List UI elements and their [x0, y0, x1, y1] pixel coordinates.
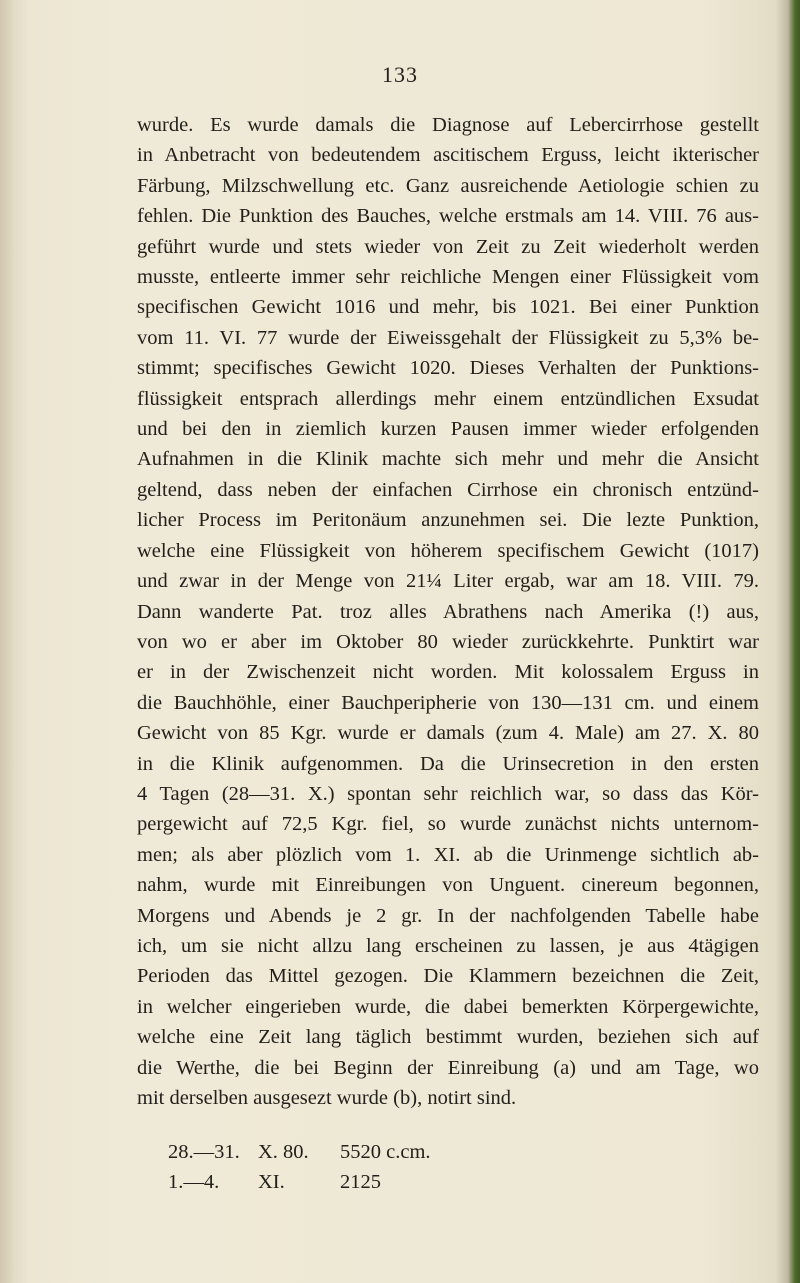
urine-volume-table	[168, 1137, 460, 1197]
text-line: die Bauchhöhle, einer Bauchperipherie von 130—131 cm. und einem	[137, 691, 759, 714]
text-line: men; als aber plözlich vom 1. XI. ab die Urinmenge sichtlich ab-	[137, 843, 759, 866]
body-paragraph	[137, 110, 759, 1113]
text-line: stimmt; specifisches Gewicht 1020. Dieses Verhalten der Punktions-	[137, 357, 759, 380]
text-line: und zwar in der Menge von 21¼ Liter ergab, war am 18. VIII. 79.	[137, 570, 759, 593]
text-line: wurde. Es wurde damals die Diagnose auf Lebercirrhose gestellt	[137, 114, 759, 136]
text-line: pergewicht auf 72,5 Kgr. fiel, so wurde zunächst nichts unternom-	[137, 813, 759, 836]
text-line: er in der Zwischenzeit nicht worden. Mit kolossalem Erguss in	[137, 661, 759, 684]
text-line: vom 11. VI. 77 wurde der Eiweissgehalt der Flüssigkeit zu 5,3% be-	[137, 326, 759, 349]
text-line: mit derselben ausgesezt wurde (b), notirt sind.	[137, 1087, 517, 1109]
table-cell-days: 1.—4.	[168, 1171, 220, 1193]
text-line: Gewicht von 85 Kgr. wurde er damals (zum 4. Male) am 27. X. 80	[137, 722, 759, 745]
text-line: geltend, dass neben der einfachen Cirrhose ein chronisch entzünd-	[137, 478, 759, 501]
text-line: in welcher eingerieben wurde, die dabei bemerkten Körpergewichte,	[137, 995, 759, 1018]
text-line: und bei den in ziemlich kurzen Pausen immer wieder erfolgenden	[137, 418, 759, 441]
text-line: Färbung, Milzschwellung etc. Ganz ausreichende Aetiologie schien zu	[137, 174, 759, 197]
table-row	[168, 1137, 460, 1167]
text-line: von wo er aber im Oktober 80 wieder zurückkehrte. Punktirt war	[137, 630, 759, 653]
text-line: Dann wanderte Pat. troz alles Abrathens nach Amerika (!) aus,	[137, 600, 759, 623]
book-edge	[790, 0, 800, 1283]
text-line: nahm, wurde mit Einreibungen von Unguent. cinereum begonnen,	[137, 874, 759, 897]
page-gutter-shadow	[0, 0, 14, 1283]
text-line: musste, entleerte immer sehr reichliche Mengen einer Flüssigkeit vom	[137, 266, 759, 289]
text-line: 4 Tagen (28—31. X.) spontan sehr reichlich war, so dass das Kör-	[137, 782, 759, 805]
page-number: 133	[382, 62, 418, 87]
text-line: die Werthe, die bei Beginn der Einreibung (a) und am Tage, wo	[137, 1056, 759, 1079]
text-line: Morgens und Abends je 2 gr. In der nachfolgenden Tabelle habe	[137, 904, 759, 927]
text-line: geführt wurde und stets wieder von Zeit zu Zeit wiederholt werden	[137, 235, 759, 258]
table-row	[168, 1167, 460, 1197]
text-line: licher Process im Peritonäum anzunehmen sei. Die lezte Punktion,	[137, 509, 759, 532]
text-line: welche eine Zeit lang täglich bestimmt wurden, beziehen sich auf	[137, 1026, 759, 1049]
text-line: specifischen Gewicht 1016 und mehr, bis 1021. Bei einer Punktion	[137, 296, 759, 319]
table-cell-volume: 2125	[340, 1171, 381, 1193]
table-cell-volume: 5520 c.cm.	[340, 1141, 431, 1163]
text-line: in Anbetracht von bedeutendem ascitischem Erguss, leicht ikterischer	[137, 144, 759, 167]
text-line: in die Klinik aufgenommen. Da die Urinsecretion in den ersten	[137, 752, 759, 775]
text-line: flüssigkeit entsprach allerdings mehr einem entzündlichen Exsudat	[137, 387, 759, 410]
text-line: welche eine Flüssigkeit von höherem specifischem Gewicht (1017)	[137, 539, 759, 562]
table-cell-days: 28.—31.	[168, 1141, 240, 1163]
text-line: Aufnahmen in die Klinik machte sich mehr und mehr die Ansicht	[137, 448, 759, 471]
text-line: ich, um sie nicht allzu lang erscheinen zu lassen, je aus 4tägigen	[137, 934, 759, 957]
text-line: Perioden das Mittel gezogen. Die Klammern bezeichnen die Zeit,	[137, 965, 759, 988]
table-cell-month: X. 80.	[258, 1141, 309, 1163]
table-cell-month: XI.	[258, 1171, 285, 1193]
text-line: fehlen. Die Punktion des Bauches, welche erstmals am 14. VIII. 76 aus-	[137, 205, 759, 228]
